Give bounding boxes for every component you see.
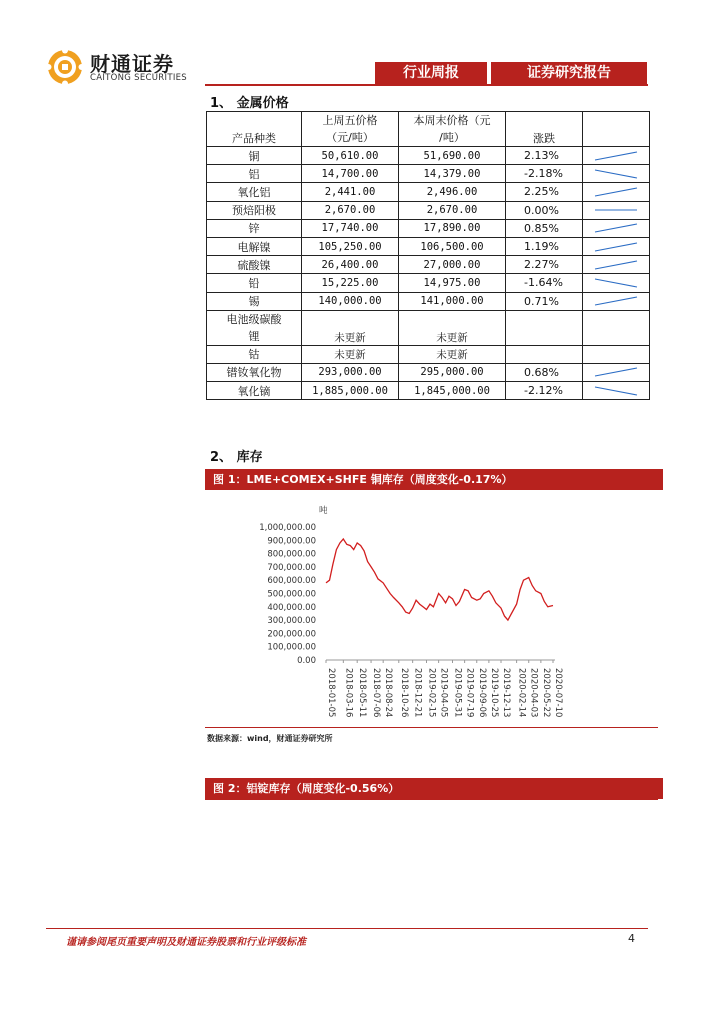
prev-price-cell: 未更新 [302,345,399,363]
trend-up-icon [583,257,649,273]
col-header-trend [583,112,650,147]
prev-price-cell: 1,885,000.00 [302,382,399,400]
trend-sparkline-cell [583,274,650,292]
prev-price-cell: 293,000.00 [302,363,399,381]
table-row [207,292,650,310]
change-cell [506,345,583,363]
trend-sparkline-cell [583,219,650,237]
table-row [207,165,650,183]
table-row [207,256,650,274]
col-header-prev-price: 上周五价格 （元/吨） [302,112,399,147]
product-name-cell: 电解镍 [207,237,302,255]
y-tick-label: 900,000.00 [267,536,316,547]
x-tick-label: 2018-07-06 [371,668,382,718]
table-body [207,147,650,400]
col-header-curr-price: 本周末价格（元 /吨） [399,112,506,147]
x-tick-label: 2019-09-06 [476,668,487,718]
change-cell: 2.13% [506,147,583,165]
trend-up-icon [583,148,649,164]
curr-price-cell: 2,670.00 [399,201,506,219]
x-tick-label: 2018-08-24 [383,668,394,718]
y-tick-label: 200,000.00 [267,629,316,640]
table-row [207,363,650,381]
trend-sparkline-cell [583,345,650,363]
trend-sparkline-cell [583,256,650,274]
table-header-row [207,112,650,147]
table-row [207,274,650,292]
section-metal-prices-title: 1、 金属价格 [210,96,289,111]
product-name-cell: 氧化镝 [207,382,302,400]
x-tick-label: 2019-02-15 [426,668,437,718]
product-name-cell: 预焙阳极 [207,201,302,219]
section-inventory-title: 2、 库存 [210,450,263,465]
prev-price-cell: 2,441.00 [302,183,399,201]
trend-sparkline-cell [583,382,650,400]
change-cell: 2.25% [506,183,583,201]
trend-down-icon [583,275,649,291]
trend-sparkline-cell [583,183,650,201]
change-cell: 0.68% [506,363,583,381]
change-cell: 0.00% [506,201,583,219]
footer-rule [46,928,648,929]
curr-price-cell: 141,000.00 [399,292,506,310]
curr-price-cell: 17,890.00 [399,219,506,237]
y-tick-label: 700,000.00 [267,562,316,573]
product-name-cell: 镨钕氧化物 [207,363,302,381]
change-cell: 1.19% [506,237,583,255]
change-cell: -1.64% [506,274,583,292]
x-tick-label: 2018-10-26 [398,668,409,718]
trend-sparkline-cell [583,165,650,183]
prev-price-cell: 2,670.00 [302,201,399,219]
research-report-tag: 证券研究报告 [491,62,647,84]
product-name-cell: 氧化铝 [207,183,302,201]
trend-down-icon [583,166,649,182]
trend-up-icon [583,220,649,236]
product-name-cell: 硫酸镍 [207,256,302,274]
table-row [207,147,650,165]
x-tick-label: 2019-04-05 [438,668,449,718]
trend-sparkline-cell [583,237,650,255]
header-rule [205,84,648,86]
trend-up-icon [583,293,649,309]
trend-flat-icon [583,202,649,218]
y-tick-label: 400,000.00 [267,602,316,613]
table-row [207,201,650,219]
table-row [207,345,650,363]
table-row [207,310,650,345]
product-name-cell: 锌 [207,219,302,237]
trend-up-icon [583,364,649,380]
logo [46,46,196,86]
prev-price-cell: 26,400.00 [302,256,399,274]
figure1-source: 数据来源：wind，财通证券研究所 [207,734,333,743]
y-tick-label: 100,000.00 [267,642,316,653]
curr-price-cell: 27,000.00 [399,256,506,274]
x-tick-label: 2020-04-03 [528,668,539,718]
curr-price-cell: 14,975.00 [399,274,506,292]
product-name-cell: 铅 [207,274,302,292]
x-tick-label: 2018-03-16 [343,668,354,718]
curr-price-cell: 未更新 [399,310,506,345]
caitong-logo-icon [46,48,84,86]
trend-up-icon [583,239,649,255]
change-cell [506,310,583,345]
prev-price-cell: 50,610.00 [302,147,399,165]
change-cell: 0.85% [506,219,583,237]
x-tick-label: 2018-01-05 [326,668,336,718]
x-tick-label: 2018-05-11 [357,668,368,718]
table-row [207,183,650,201]
product-name-cell: 锡 [207,292,302,310]
logo-chinese-name: 财通证券 [90,52,174,76]
x-tick-label: 2018-12-21 [412,668,423,718]
trend-sparkline-cell [583,147,650,165]
y-tick-label: 0.00 [297,656,316,666]
metal-price-table [206,111,650,400]
y-tick-label: 1,000,000.00 [259,523,316,533]
product-name-cell: 铜 [207,147,302,165]
copper-inventory-chart [205,495,655,720]
table-row [207,382,650,400]
trend-sparkline-cell [583,292,650,310]
prev-price-cell: 17,740.00 [302,219,399,237]
trend-up-icon [583,184,649,200]
curr-price-cell: 14,379.00 [399,165,506,183]
figure1-bottom-rule [205,727,658,728]
table-row [207,219,650,237]
product-name-cell: 钴 [207,345,302,363]
curr-price-cell: 1,845,000.00 [399,382,506,400]
prev-price-cell: 未更新 [302,310,399,345]
y-tick-label: 800,000.00 [267,549,316,560]
x-tick-label: 2019-10-25 [488,668,499,718]
y-tick-label: 500,000.00 [267,589,316,600]
change-cell: 2.27% [506,256,583,274]
product-name-cell: 电池级碳酸 锂 [207,310,302,345]
figure2-title-rule [205,799,658,800]
curr-price-cell: 106,500.00 [399,237,506,255]
figure2-title-bar: 图 2：铝锭库存（周度变化-0.56%） [205,778,663,799]
trend-sparkline-cell [583,310,650,345]
change-cell: 0.71% [506,292,583,310]
prev-price-cell: 14,700.00 [302,165,399,183]
figure1-title-bar: 图 1：LME+COMEX+SHFE 铜库存（周度变化-0.17%） [205,469,663,490]
y-tick-label: 300,000.00 [267,616,316,627]
prev-price-cell: 140,000.00 [302,292,399,310]
product-name-cell: 铝 [207,165,302,183]
col-header-product: 产品种类 [207,112,302,147]
change-cell: -2.12% [506,382,583,400]
trend-down-icon [583,383,649,399]
prev-price-cell: 15,225.00 [302,274,399,292]
prev-price-cell: 105,250.00 [302,237,399,255]
x-tick-label: 2019-05-31 [452,668,463,718]
curr-price-cell: 51,690.00 [399,147,506,165]
copper-inventory-series-line [326,539,553,620]
table-row [207,237,650,255]
col-header-change: 涨跌 [506,112,583,147]
page-number: 4 [628,932,635,945]
curr-price-cell: 2,496.00 [399,183,506,201]
y-tick-label: 600,000.00 [267,576,316,587]
y-axis-unit-label: 吨 [319,506,328,516]
footer-disclaimer[interactable]: 谨请参阅尾页重要声明及财通证券股票和行业评级标准 [66,937,306,948]
x-tick-label: 2019-12-13 [501,668,512,718]
trend-sparkline-cell [583,363,650,381]
x-tick-label: 2020-05-22 [540,668,551,718]
curr-price-cell: 未更新 [399,345,506,363]
x-tick-label: 2019-07-19 [464,668,475,718]
logo-english-name: CAITONG SECURITIES [90,73,187,83]
x-tick-label: 2020-07-10 [553,668,563,718]
change-cell: -2.18% [506,165,583,183]
x-tick-label: 2020-02-14 [516,668,527,718]
industry-weekly-tag: 行业周报 [375,62,487,84]
trend-sparkline-cell [583,201,650,219]
curr-price-cell: 295,000.00 [399,363,506,381]
